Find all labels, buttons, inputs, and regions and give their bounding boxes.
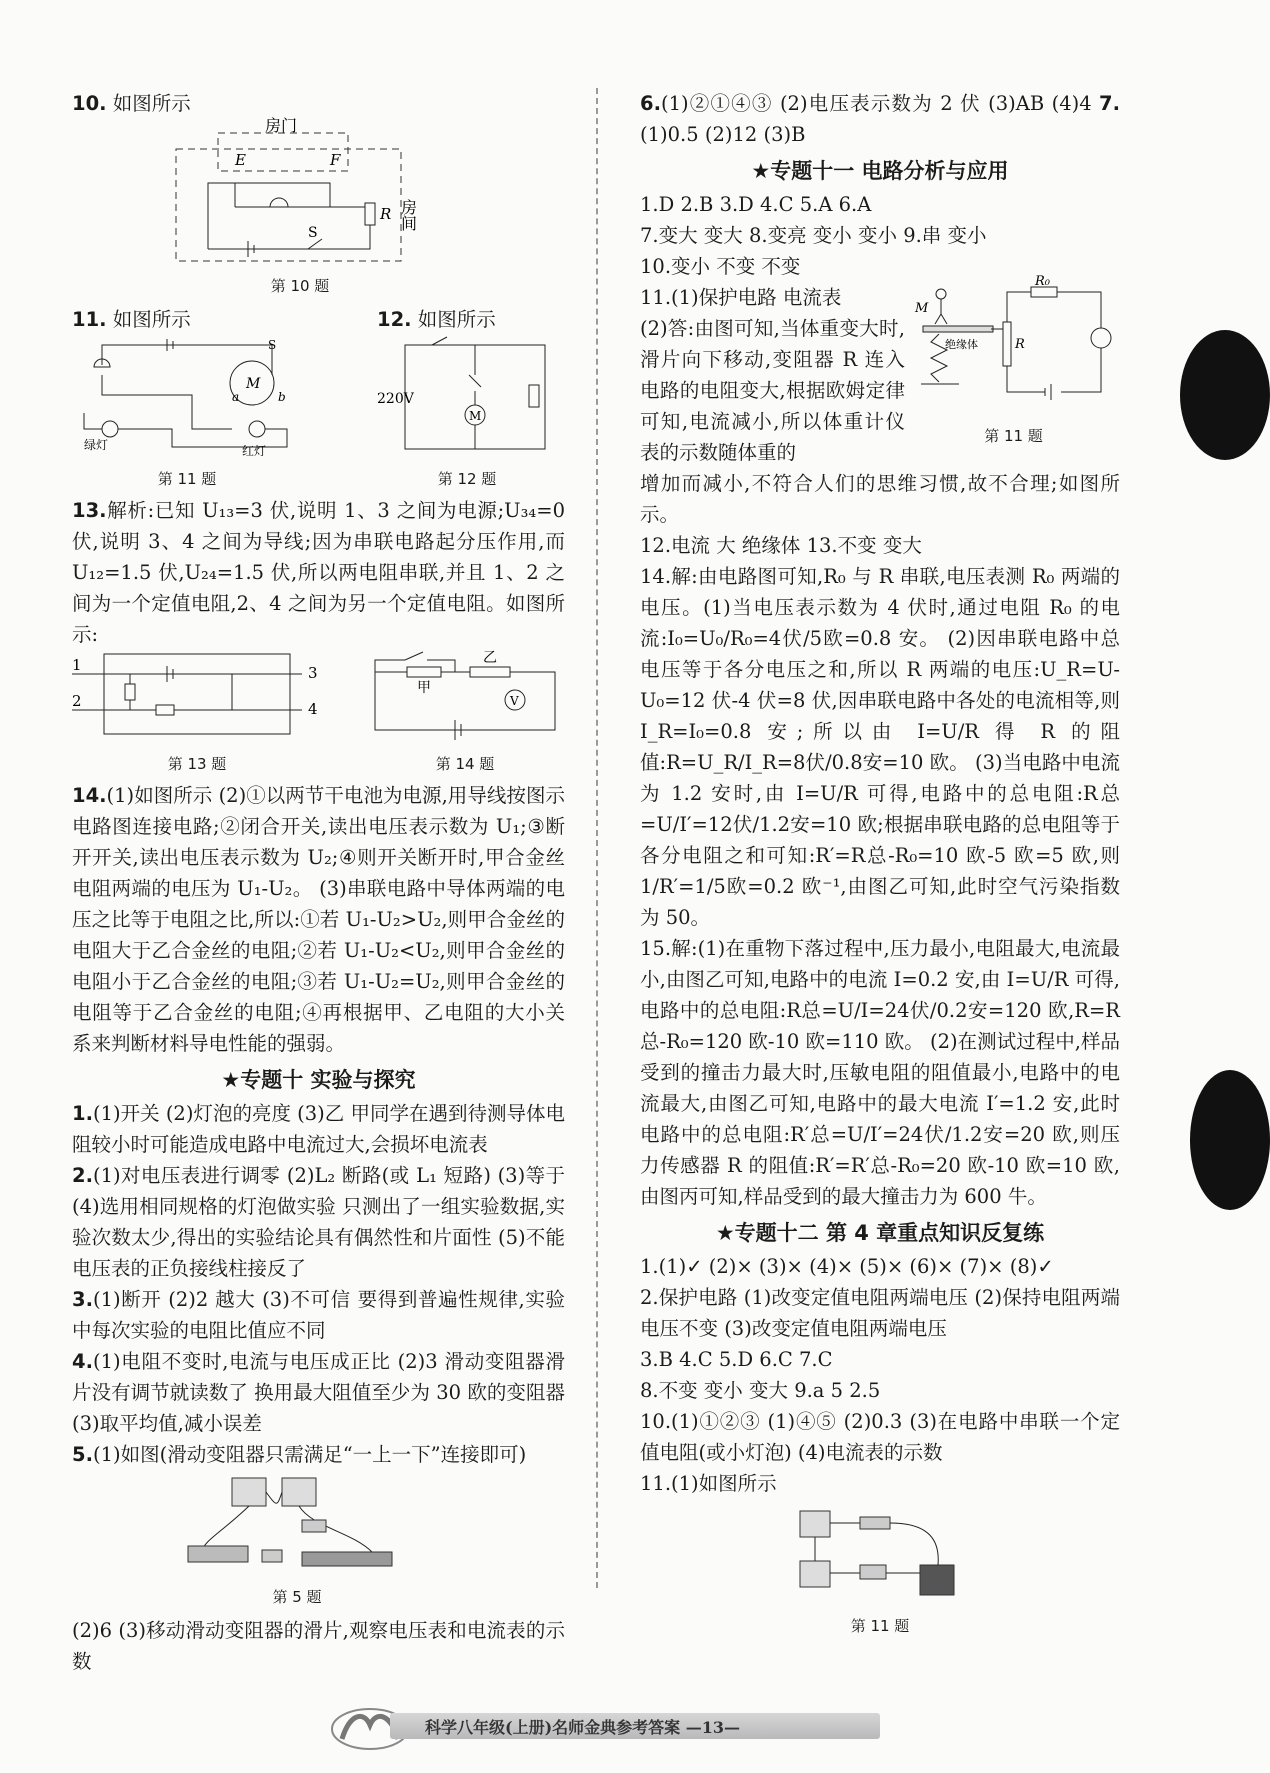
label-s: S bbox=[268, 338, 277, 352]
green-lamp-icon bbox=[102, 421, 118, 437]
ammeter-icon bbox=[800, 1511, 830, 1537]
t10-item-2: 2.(1)对电压表进行调零 (2)L₂ 断路(或 L₁ 短路) (3)等于 (4)选用相同规格的灯泡做实验 只测出了一组实验数据,实验次数太少,得出的实验结论具有偶然性和片面性 (5)不能 电压表的正负接线柱接反了 bbox=[72, 1164, 565, 1280]
insulator-label: 绝缘体 bbox=[945, 338, 978, 351]
resistor-1 bbox=[125, 684, 135, 700]
q14-answer: 14.(1)如图所示 (2)①以两节干电池为电源,用导线按图示电路图连接电路;②闭合开关,读出电压表示数为 U₁;③断开开关,读出电压表示数为 U₂;④则开关断开时,甲合金丝电阻两端的电压为 U₁-U₂。 (3)串联电路中导体两端的电压之比等于电阻之比,所以:①若 U₁-U₂>U₂,则甲合金丝的电阻大于乙合金丝的电阻;②若 U₁-U₂<U₂,则甲合金丝的电阻小于乙合金丝的电阻;③若 U₁-U₂=U₂,则甲合金丝的电阻等于乙合金丝的电阻;④再根据甲、乙电阻的大小关系来判断材料导电性能的强弱。 bbox=[72, 784, 565, 1055]
q11-text-2: (2)答:由图可知,当体重变大时,滑片向下移动,变阻器 R 连入电路的电阻变大,根据欧姆定律可知,电流减小,所以体重计仪表的示数随体重的 bbox=[640, 317, 905, 464]
t12-item-2: 2.保护电路 (1)改变定值电阻两端电压 (2)保持电阻两端电压不变 (3)改变定值电阻两端电压 bbox=[640, 1286, 1120, 1340]
label-b: b bbox=[278, 390, 286, 404]
room-circuit-diagram bbox=[170, 116, 430, 271]
wire-yi bbox=[470, 667, 510, 677]
switch-2 bbox=[469, 375, 481, 387]
q10-figure bbox=[170, 116, 430, 302]
person-icon bbox=[936, 289, 946, 299]
switch-1 bbox=[432, 337, 447, 345]
resistor-r bbox=[365, 203, 375, 225]
label-v: V bbox=[510, 694, 519, 708]
q13-caption: 第 13 题 bbox=[167, 755, 227, 773]
switch-icon bbox=[262, 1550, 282, 1562]
q6-7-answer: 6.(1)②①④③ (2)电压表示数为 2 伏 (3)AB (4)4 7.(1)0.5 (2)12 (3)B bbox=[640, 92, 1120, 146]
q14-answer: 14.解:由电路图可知,R₀ 与 R 串联,电压表测 R₀ 两端的电压。(1)当电压表示数为 4 伏时,通过电阻 R₀ 的电流:I₀=U₀/R₀=4伏/5欧=0.8 安。 (2)因串联电路中总电压等于各分电压之和,所以 R 两端的电压:U_R=U-U₀=12 伏-4 伏=8 伏,因串联电路中各处的电流相等,则 I_R=I₀=0.8 安;所以由 I=U/R 得 R 的阻值:R=U_R/I_R=8伏/0.8安=10 欧。 (3)当电路中电流为 1.2 安时,由 I=U/R 可得,电路中的总电阻:R总=U/I′=12伏/1.2安=10 欧;根据串联电路的总电阻等于各分电阻之和可知:R′=R总-R₀=10 欧-5 欧=5 欧,则 1/R′=1/5欧=0.2 欧⁻¹,由图乙可知,此时空气污染指数为 50。 bbox=[640, 565, 1120, 929]
rheostat-icon bbox=[302, 1552, 392, 1566]
q11-caption: 第 11 题 bbox=[157, 470, 217, 488]
node-4: 4 bbox=[308, 700, 318, 718]
q14-caption: 第 14 题 bbox=[435, 755, 495, 773]
label-r: R bbox=[380, 205, 392, 223]
right-column bbox=[640, 88, 1120, 1644]
q11-q12-row bbox=[72, 304, 565, 495]
label-jia: 甲 bbox=[417, 680, 431, 696]
q11-figure bbox=[911, 274, 1116, 412]
red-lamp-icon bbox=[249, 421, 265, 437]
q5-caption: 第 5 题 bbox=[272, 1588, 322, 1606]
switch-icon bbox=[860, 1565, 886, 1579]
q10-line: 10. 如图所示 bbox=[72, 92, 191, 115]
t10-item-5: 5.(1)如图(滑动变阻器只需满足“一上一下”连接即可) bbox=[72, 1443, 527, 1466]
wire-jia bbox=[407, 667, 441, 677]
q11-caption: 第 11 题 bbox=[984, 427, 1043, 445]
resistor-2 bbox=[156, 705, 174, 715]
q11b-figure bbox=[780, 1501, 980, 1642]
label-s: S bbox=[308, 225, 318, 241]
label-r0: R₀ bbox=[1035, 274, 1050, 289]
label-a: a bbox=[232, 390, 240, 404]
red-lamp-label: 红灯 bbox=[242, 444, 267, 458]
label-m: M bbox=[469, 409, 482, 423]
bell-icon bbox=[270, 198, 288, 207]
q11-figure-block bbox=[911, 274, 1116, 468]
topic10-heading: ★专题十 实验与探究 bbox=[221, 1068, 416, 1092]
q11-block: 11. 如图所示 M S a b 绿灯 红灯 第 11 题 bbox=[72, 304, 302, 495]
q13-figure bbox=[72, 650, 322, 740]
voltmeter-icon bbox=[800, 1561, 830, 1587]
label-yi: 乙 bbox=[483, 650, 497, 666]
ammeter-icon bbox=[282, 1478, 316, 1506]
t11-line-b: 7.变大 变大 8.变亮 变小 变小 9.串 变小 bbox=[640, 224, 987, 247]
room-door-label: 房门 bbox=[265, 116, 298, 135]
voltage-label: 220V bbox=[377, 391, 414, 407]
q5-figure bbox=[182, 1472, 412, 1613]
room-label: 房间 bbox=[398, 199, 418, 231]
q11-block bbox=[640, 274, 1120, 468]
switch bbox=[405, 652, 423, 660]
platform bbox=[923, 326, 993, 332]
battery-icon bbox=[188, 1546, 248, 1562]
t12-item-1: 1.(1)✓ (2)× (3)× (4)× (5)× (6)× (7)× (8)✓ bbox=[640, 1255, 1054, 1278]
label-e: E bbox=[235, 151, 246, 169]
q12-13-answer: 12.电流 大 绝缘体 13.不变 变大 bbox=[640, 534, 922, 557]
label-r: R bbox=[1015, 337, 1025, 352]
q11-figure bbox=[72, 335, 302, 458]
t11-line-a: 1.D 2.B 3.D 4.C 5.A 6.A bbox=[640, 193, 872, 216]
q15-answer: 15.解:(1)在重物下落过程中,压力最小,电阻最大,电流最小,由图乙可知,电路中的电流 I=0.2 安,由 I=U/R 可得,电路中的总电阻:R总=U/I=24伏/0.2安=120 欧,R=R总-R₀=120 欧-10 欧=110 欧。 (2)在测试过程中,样品受到的撞击力最大时,压敏电阻的阻值最小,电路中的电流最大,由图乙可知,电路中的最大电流 I′=1.2 安,此时电路中的总电阻:R′总=U/I′=24伏/1.2安=20 欧,则压力传感器 R 的阻值:R′=R′总-R₀=20 欧-10 欧=10 欧,由图丙可知,样品受到的最大撞击力为 600 牛。 bbox=[640, 937, 1120, 1208]
resistor-icon bbox=[860, 1517, 890, 1529]
q11b-apparatus bbox=[780, 1501, 980, 1611]
t10-item-1: 1.(1)开关 (2)灯泡的亮度 (3)乙 甲同学在遇到待测导体电阻较小时可能造成电路中电流过大,会损坏电流表 bbox=[72, 1102, 565, 1156]
q14-figure-block bbox=[365, 650, 565, 780]
node-3: 3 bbox=[308, 664, 318, 682]
t12-item-3: 3.B 4.C 5.D 6.C 7.C bbox=[640, 1348, 833, 1371]
topic12-heading: ★专题十二 第 4 章重点知识反复练 bbox=[715, 1221, 1045, 1245]
q5-apparatus bbox=[182, 1472, 412, 1582]
page-footer bbox=[330, 1705, 890, 1745]
footer-text: 科学八年级(上册)名师金典参考答案 —13— bbox=[425, 1718, 740, 1737]
label-f: F bbox=[330, 151, 341, 169]
q13-answer: 13.解析:已知 U₁₃=3 伏,说明 1、3 之间为电源;U₃₄=0 伏,说明 3、4 之间为导线;因为串联电路起分压作用,而 U₁₂=1.5 伏,U₂₄=1.5 伏,所以两电阻串联,并且 1、2 之间为一个定值电阻,2、4 之间为另一个定值电阻。如图所示: bbox=[72, 499, 565, 646]
t10-item-3: 3.(1)断开 (2)2 越大 (3)不可信 要得到普遍性规律,实验中每次实验的电阻比值应不同 bbox=[72, 1288, 565, 1342]
q12-figure bbox=[377, 335, 557, 455]
resistor bbox=[529, 385, 539, 407]
rheostat-r bbox=[1003, 322, 1011, 366]
q14-figure bbox=[365, 650, 565, 740]
column-divider bbox=[596, 88, 598, 1588]
t11-line-c: 10.变小 不变 不变 bbox=[640, 255, 801, 278]
t10-item-4: 4.(1)电阻不变时,电流与电压成正比 (2)3 滑动变阻器滑片没有调节就读数了 换用最大阻值至少为 30 欧的变阻器 (3)取平均值,减小误差 bbox=[72, 1350, 565, 1435]
resistor-icon bbox=[302, 1520, 326, 1532]
node-1: 1 bbox=[72, 656, 82, 674]
green-lamp-label: 绿灯 bbox=[84, 438, 109, 452]
voltmeter-icon bbox=[232, 1478, 266, 1506]
t12-item-6: 11.(1)如图所示 bbox=[640, 1472, 777, 1495]
node-2: 2 bbox=[72, 692, 82, 710]
q12-block: 12. 如图所示 M 220V 第 12 题 bbox=[377, 304, 557, 495]
label-m: M bbox=[915, 301, 929, 316]
t12-item-4: 8.不变 变小 变大 9.a 5 2.5 bbox=[640, 1379, 881, 1402]
meter-icon bbox=[1091, 328, 1111, 348]
label-m: M bbox=[246, 376, 261, 392]
q11-text-1: 11.(1)保护电路 电流表 bbox=[640, 286, 842, 309]
t12-item-5: 10.(1)①②③ (1)④⑤ (2)0.3 (3)在电路中串联一个定值电阻(或小灯泡) (4)电流表的示数 bbox=[640, 1410, 1120, 1464]
q13-q14-figures bbox=[72, 650, 565, 780]
q13-figure-block bbox=[72, 650, 322, 780]
left-column bbox=[72, 88, 565, 1677]
battery-icon bbox=[920, 1565, 954, 1595]
q11-text-3: 增加而减小,不符合人们的思维习惯,故不合理;如图所示。 bbox=[640, 472, 1120, 526]
ink-blot-1 bbox=[1180, 330, 1270, 460]
q10-caption: 第 10 题 bbox=[270, 277, 330, 295]
topic11-heading: ★专题十一 电路分析与应用 bbox=[751, 159, 1009, 183]
q5-answer-2: (2)6 (3)移动滑动变阻器的滑片,观察电压表和电流表的示数 bbox=[72, 1619, 565, 1673]
q11b-caption: 第 11 题 bbox=[850, 1617, 910, 1635]
ink-blot-2 bbox=[1190, 1070, 1270, 1210]
q12-caption: 第 12 题 bbox=[437, 470, 497, 488]
